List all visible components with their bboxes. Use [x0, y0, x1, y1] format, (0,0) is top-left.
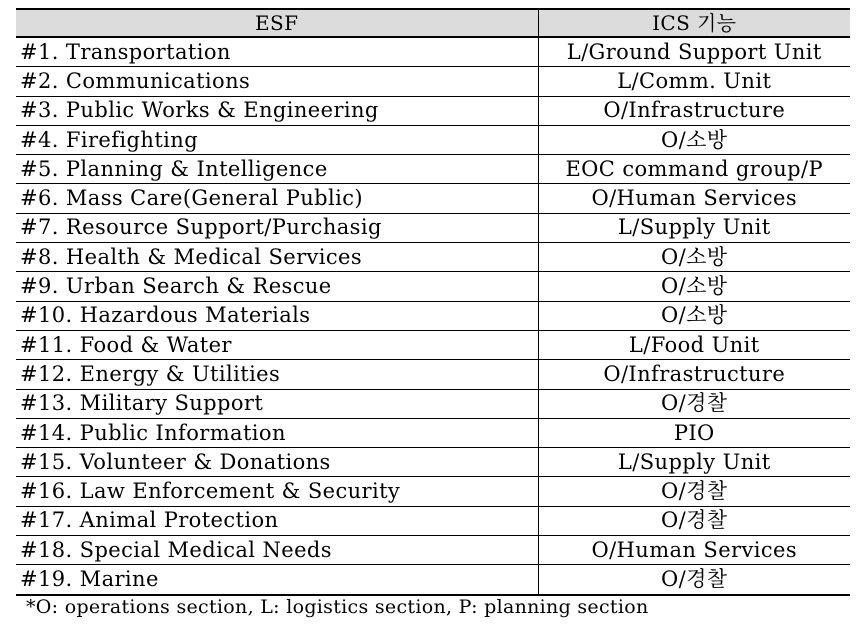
header-esf: ESF: [16, 9, 538, 37]
esf-cell: #11. Food & Water: [16, 330, 538, 359]
esf-cell: #13. Military Support: [16, 389, 538, 418]
table-row: [16, 301, 850, 330]
esf-cell: #19. Marine: [16, 565, 538, 595]
ics-function-cell: O/경찰: [538, 389, 850, 418]
table-row: [16, 184, 850, 213]
esf-ics-table-container: [16, 8, 850, 596]
ics-function-cell: O/Infrastructure: [538, 360, 850, 389]
table-row: [16, 96, 850, 125]
esf-cell: #6. Mass Care(General Public): [16, 184, 538, 213]
table-row: [16, 389, 850, 418]
ics-function-cell: O/소방: [538, 272, 850, 301]
ics-function-cell: O/경찰: [538, 477, 850, 506]
ics-function-cell: O/Human Services: [538, 184, 850, 213]
esf-cell: #2. Communications: [16, 67, 538, 96]
ics-function-cell: O/소방: [538, 301, 850, 330]
table-row: [16, 272, 850, 301]
esf-cell: #9. Urban Search & Rescue: [16, 272, 538, 301]
table-row: [16, 565, 850, 595]
ics-function-cell: PIO: [538, 418, 850, 447]
ics-function-cell: O/소방: [538, 125, 850, 154]
ics-function-cell: EOC command group/P: [538, 155, 850, 184]
ics-function-cell: L/Ground Support Unit: [538, 37, 850, 67]
esf-cell: #7. Resource Support/Purchasig: [16, 213, 538, 242]
table-row: [16, 155, 850, 184]
ics-function-cell: L/Supply Unit: [538, 213, 850, 242]
table-row: [16, 243, 850, 272]
esf-cell: #8. Health & Medical Services: [16, 243, 538, 272]
footnote: *O: operations section, L: logistics section, P: planning section: [26, 596, 649, 618]
esf-cell: #18. Special Medical Needs: [16, 536, 538, 565]
esf-cell: #16. Law Enforcement & Security: [16, 477, 538, 506]
ics-function-cell: L/Comm. Unit: [538, 67, 850, 96]
table-row: [16, 536, 850, 565]
esf-cell: #5. Planning & Intelligence: [16, 155, 538, 184]
esf-cell: #10. Hazardous Materials: [16, 301, 538, 330]
esf-ics-table: [16, 8, 850, 596]
table-row: [16, 418, 850, 447]
table-row: [16, 477, 850, 506]
ics-function-cell: O/경찰: [538, 506, 850, 535]
table-row: [16, 213, 850, 242]
table-row: [16, 37, 850, 67]
esf-cell: #17. Animal Protection: [16, 506, 538, 535]
table-row: [16, 360, 850, 389]
esf-cell: #4. Firefighting: [16, 125, 538, 154]
ics-function-cell: O/Human Services: [538, 536, 850, 565]
esf-cell: #15. Volunteer & Donations: [16, 448, 538, 477]
table-row: [16, 330, 850, 359]
ics-function-cell: L/Food Unit: [538, 330, 850, 359]
esf-cell: #3. Public Works & Engineering: [16, 96, 538, 125]
table-body: [16, 37, 850, 595]
table-header-row: [16, 9, 850, 37]
ics-function-cell: O/경찰: [538, 565, 850, 595]
table-row: [16, 506, 850, 535]
header-ics-function: ICS 기능: [538, 9, 850, 37]
table-row: [16, 448, 850, 477]
table-row: [16, 125, 850, 154]
esf-cell: #12. Energy & Utilities: [16, 360, 538, 389]
table-row: [16, 67, 850, 96]
esf-cell: #14. Public Information: [16, 418, 538, 447]
ics-function-cell: L/Supply Unit: [538, 448, 850, 477]
ics-function-cell: O/Infrastructure: [538, 96, 850, 125]
ics-function-cell: O/소방: [538, 243, 850, 272]
esf-cell: #1. Transportation: [16, 37, 538, 67]
